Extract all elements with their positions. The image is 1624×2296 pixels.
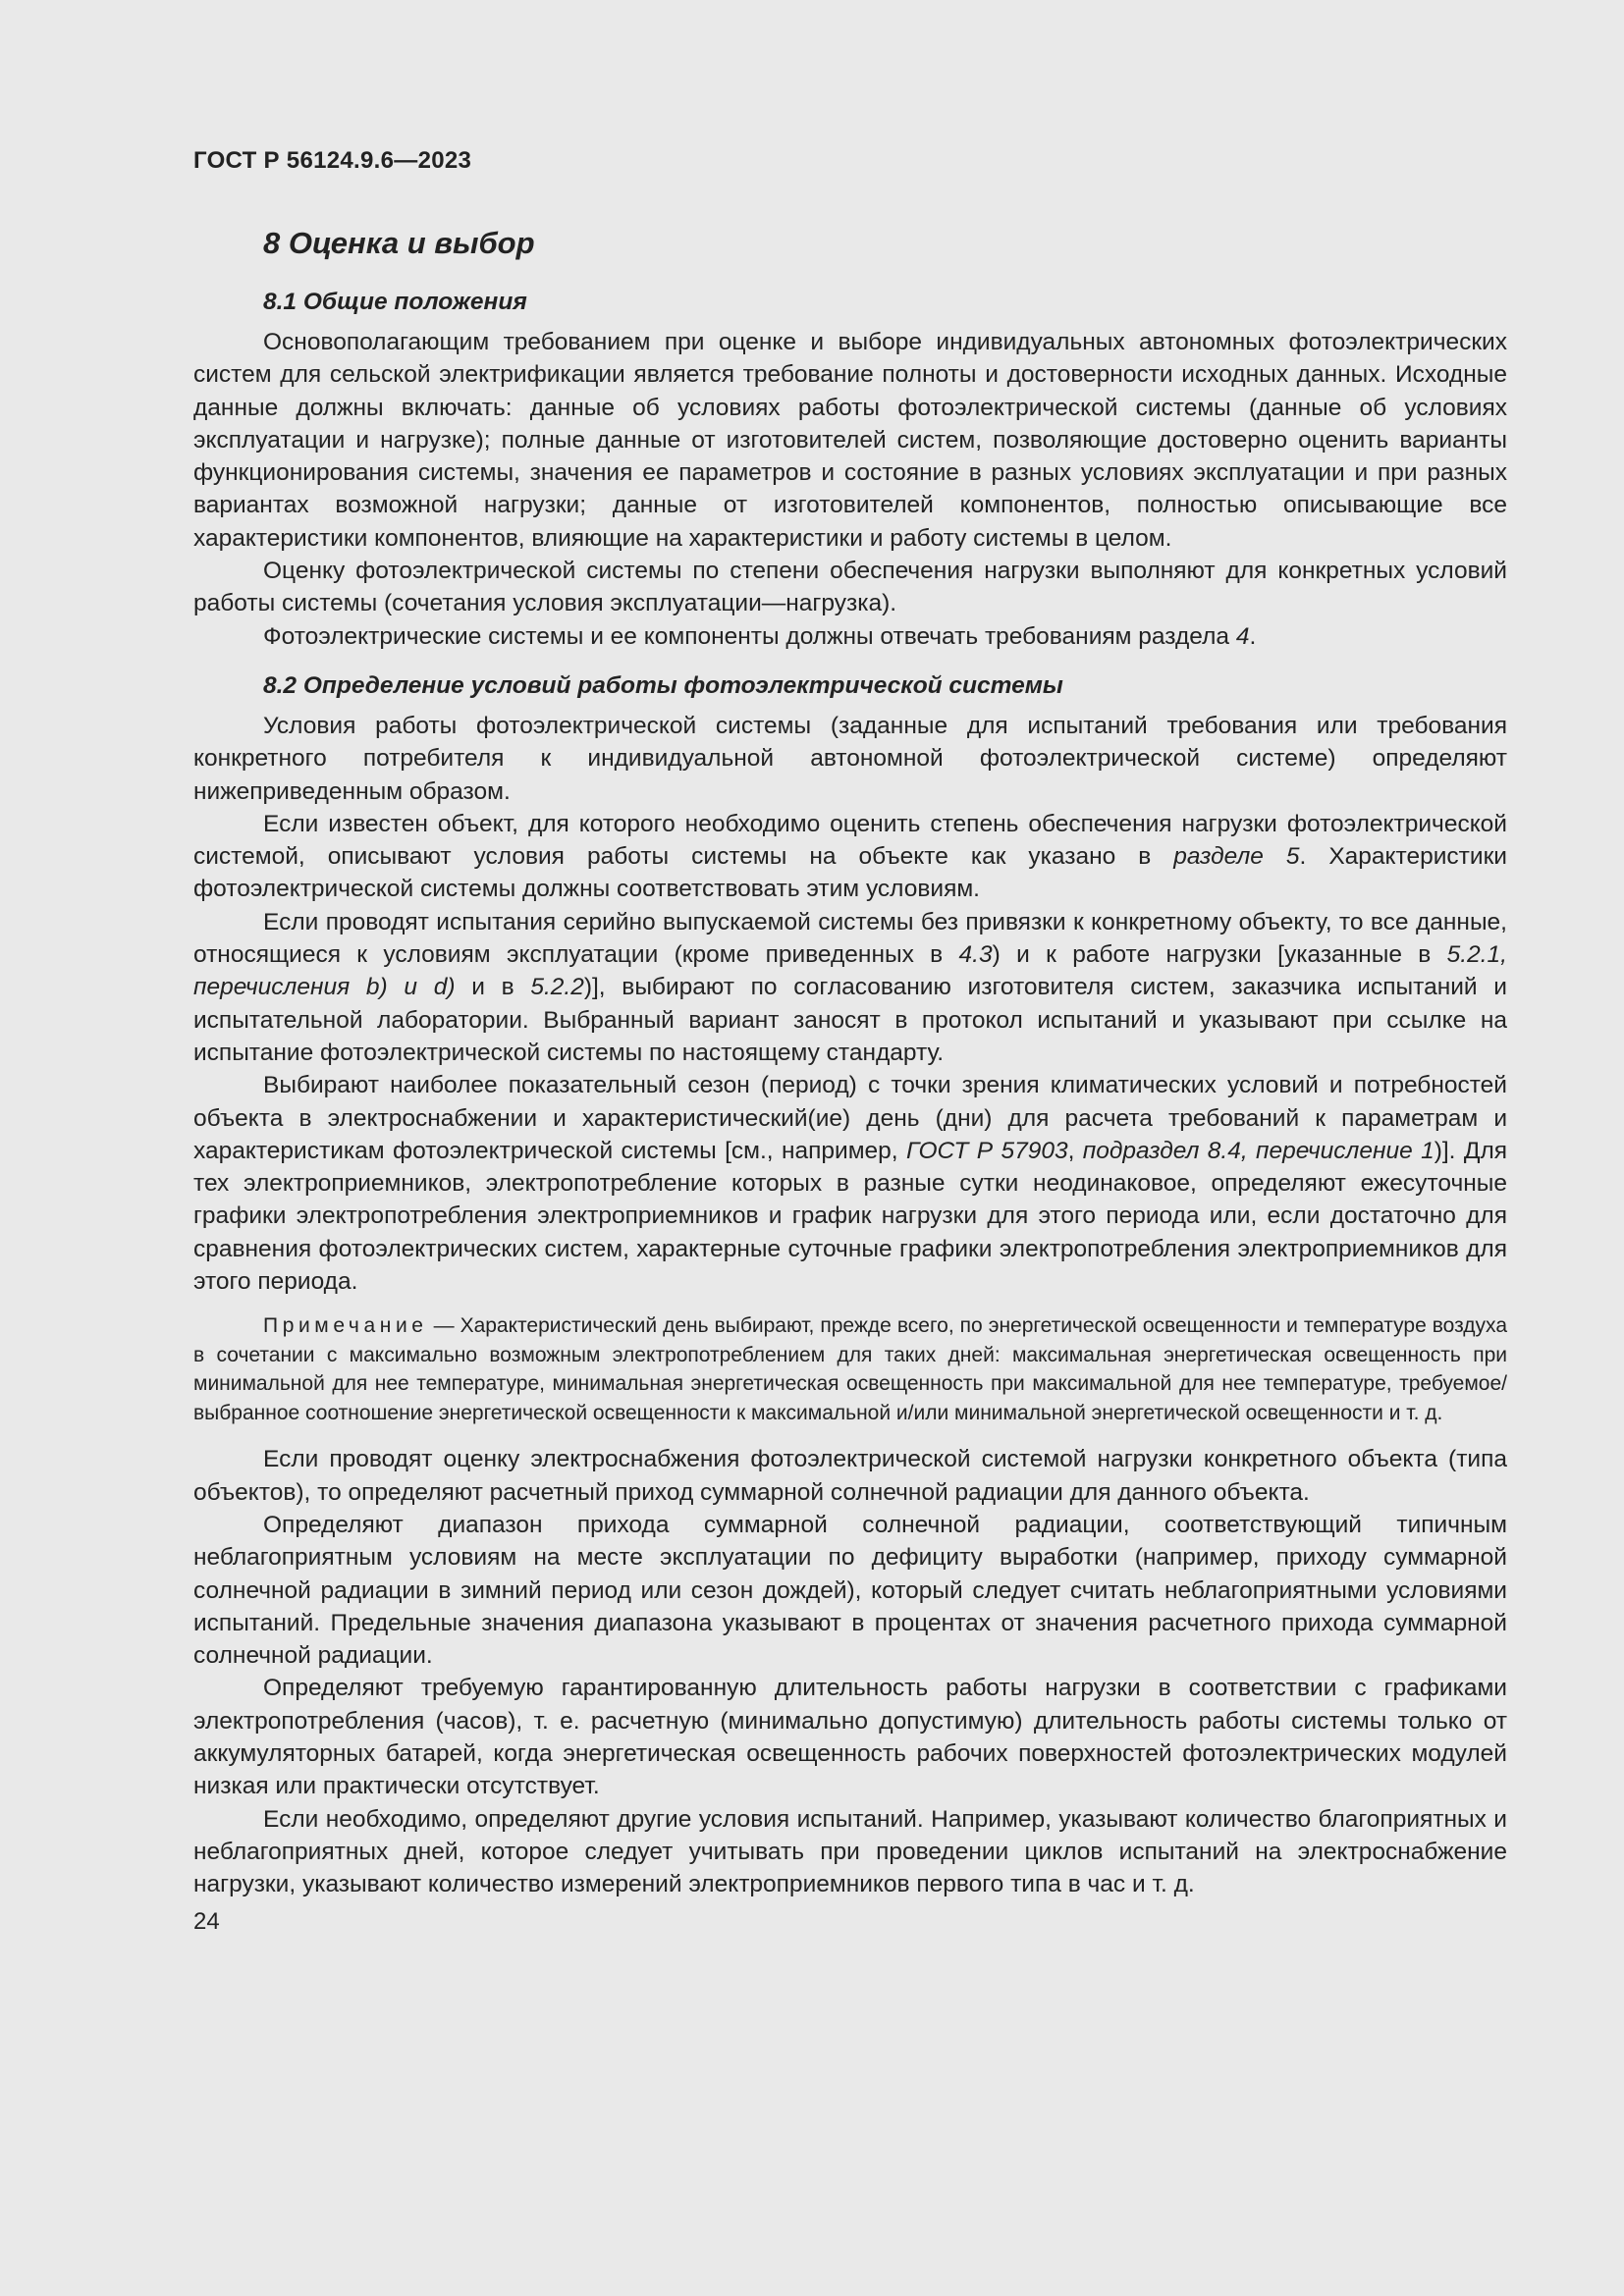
paragraph-text: )], выбирают по согласованию изготовителя систем, заказчика испытаний и испытательной лаборатории. Выбранный вариант заносят в протокол испытаний и указывают при ссылке на испытание фотоэлектрической системы по настоящему стандарту. xyxy=(193,974,1507,1066)
paragraph-text: Фотоэлектрические системы и ее компоненты должны отвечать требованиям раздела xyxy=(263,622,1236,650)
paragraph-8-1-3 xyxy=(193,620,1507,653)
paragraph-text: ) и к работе нагрузки [указанные в xyxy=(992,941,1447,969)
subsection-title-8-2: 8.2 Определение условий работы фотоэлектрической системы xyxy=(263,671,1063,699)
section-reference: 5.2.1, перечисления b) и d) xyxy=(193,941,1507,1001)
section-reference: разделе 5 xyxy=(1173,843,1300,871)
standard-reference: ГОСТ Р 57903 xyxy=(905,1137,1068,1164)
note-text: — Характеристический день выбирают, прежде всего, по энергетической освещенности и температуре воздуха в сочетании с максимально возможным электропотреблением для таких дней: максимальная энергетическая освещенность при минимальной для нее температуре, минимальная энергетическая освещенность при максимальной для нее температуре, требуемое/выбранное соотношение энергетической освещенности к максимальной и/или минимальной энергетической освещенности и т. д. xyxy=(193,1314,1507,1424)
paragraph-text: . Характеристики фотоэлектрической системы должны соответствовать этим условиям. xyxy=(193,843,1507,903)
paragraph-text: Если известен объект, для которого необходимо оценить степень обеспечения нагрузки фотоэлектрической системой, описывают условия работы системы на объекте как указано в xyxy=(193,810,1507,871)
page-number: 24 xyxy=(193,1908,220,1936)
document-page xyxy=(193,147,1507,1936)
paragraph-8-2-1: Условия работы фотоэлектрической системы (заданные для испытаний требования или требования конкретного потребителя к индивидуальной автономной фотоэлектрической системе) определяют нижеприведенным образом. xyxy=(193,712,1507,805)
paragraph-8-2-7: Определяют требуемую гарантированную длительность работы нагрузки в соответствии с графиками электропотребления (часов), т. е. расчетную (минимально допустимую) длительность работы системы только от аккумуляторных батарей, когда энергетическая освещенность рабочих поверхностей фотоэлектрических модулей низкая или практически отсутствует. xyxy=(193,1675,1507,1800)
paragraph-text: Если проводят испытания серийно выпускаемой системы без привязки к конкретному объекту, то все данные, относящиеся к условиям эксплуатации (кроме приведенных в xyxy=(193,908,1507,969)
section-title: 8 Оценка и выбор xyxy=(263,226,535,260)
paragraph-8-1-1: Основополагающим требованием при оценке и выборе индивидуальных автономных фотоэлектрических систем для сельской электрификации является требование полноты и достоверности исходных данных. Исходные данные должны включать: данные об условиях работы фотоэлектрической системы (данные об условиях эксплуатации и нагрузке); полные данные от изготовителей систем, позволяющие достоверно оценить варианты функционирования системы, значения ее параметров и состояние в разных условиях эксплуатации и при разных вариантах возможной нагрузки; данные от изготовителей компонентов, полностью описывающие все характеристики компонентов, влияющие на характеристики и работу системы в целом. xyxy=(193,329,1507,552)
section-reference: 4.3 xyxy=(958,941,993,969)
subsection-title-8-1: 8.1 Общие положения xyxy=(263,289,527,315)
paragraph-8-2-4 xyxy=(193,1069,1507,1298)
paragraph-text: Выбирают наиболее показательный сезон (период) с точки зрения климатических условий и потребностей объекта в электроснабжении и характеристический(ие) день (дни) для расчета требований к параметрам и характеристикам фотоэлектрической системы [см., например, xyxy=(193,1072,1507,1164)
document-code: ГОСТ Р 56124.9.6—2023 xyxy=(193,147,472,174)
paragraph-text: и в xyxy=(455,974,531,1001)
paragraph-8-2-5: Если проводят оценку электроснабжения фотоэлектрической системой нагрузки конкретного объекта (типа объектов), то определяют расчетный приход суммарной солнечной радиации для данного объекта. xyxy=(193,1446,1507,1506)
paragraph-8-2-3 xyxy=(193,906,1507,1069)
note-label: Примечание xyxy=(263,1314,428,1338)
paragraph-8-2-6: Определяют диапазон прихода суммарной солнечной радиации, соответствующий типичным неблагоприятным условиям на месте эксплуатации по дефициту выработки (например, приходу суммарной солнечной радиации в зимний период или сезон дождей), который следует считать неблагоприятными условиями испытаний. Предельные значения диапазона указывают в процентах от значения расчетного прихода суммарной солнечной радиации. xyxy=(193,1511,1507,1670)
paragraph-8-2-8: Если необходимо, определяют другие условия испытаний. Например, указывают количество благоприятных и неблагоприятных дней, которое следует учитывать при проведении циклов испытаний на электроснабжение нагрузки, указывают количество измерений электроприемников первого типа в час и т. д. xyxy=(193,1805,1507,1898)
section-reference: 4 xyxy=(1235,622,1250,650)
note xyxy=(193,1311,1507,1427)
paragraph-text: , xyxy=(1067,1137,1083,1164)
paragraph-text: )]. Для тех электроприемников, электропотребление которых в разные сутки неодинаковое, определяют ежесуточные графики электропотребления электроприемников и график нагрузки для этого периода или, если достаточно для сравнения фотоэлектрических систем, характерные суточные графики электропотребления электроприемников для этого периода. xyxy=(193,1137,1508,1296)
paragraph-text: . xyxy=(1249,622,1257,650)
section-reference: 5.2.2 xyxy=(530,974,584,1001)
paragraph-8-2-2 xyxy=(193,808,1507,906)
section-reference: подраздел 8.4, перечисление 1 xyxy=(1082,1137,1435,1164)
paragraph-8-1-2: Оценку фотоэлектрической системы по степени обеспечения нагрузки выполняют для конкретных условий работы системы (сочетания условия эксплуатации—нагрузка). xyxy=(193,558,1507,617)
